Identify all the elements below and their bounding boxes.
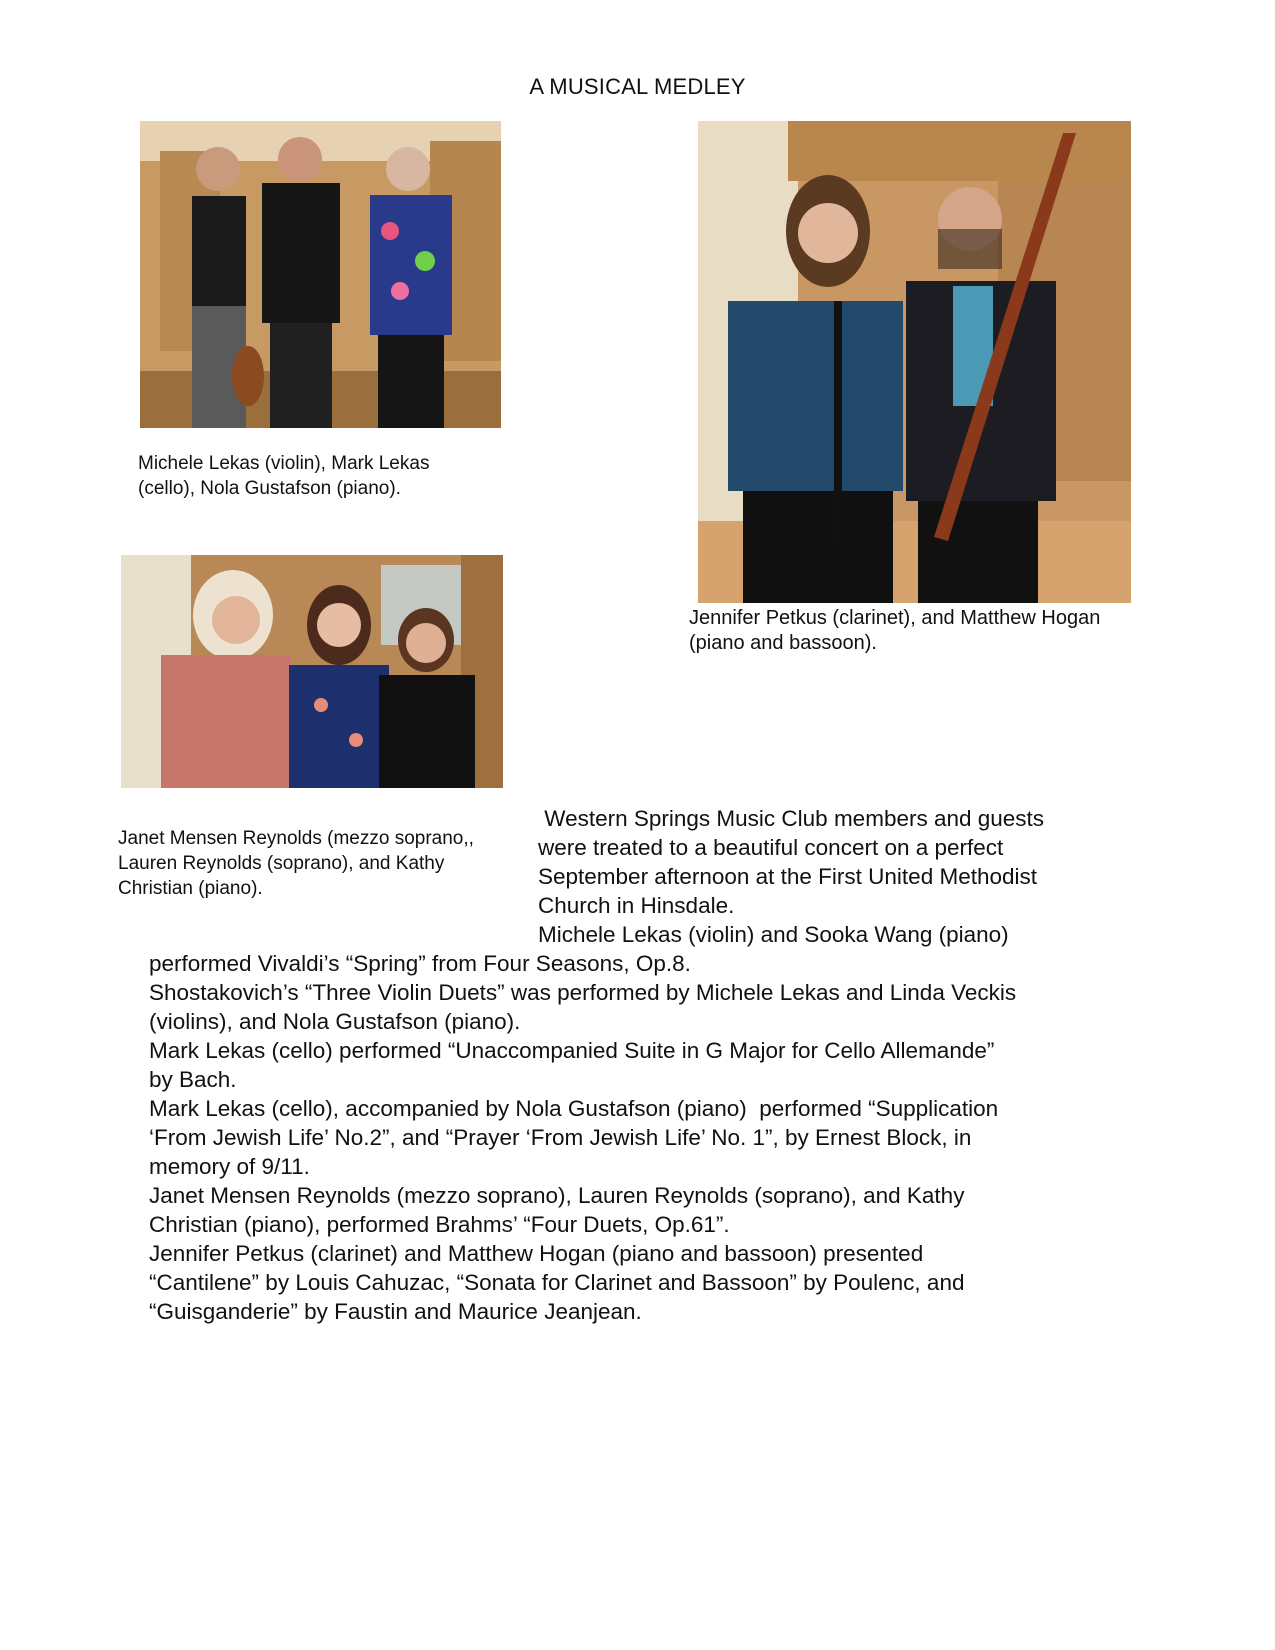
article-line: were treated to a beautiful concert on a perfect	[538, 835, 1004, 860]
article-line: September afternoon at the First United Methodist	[538, 864, 1038, 889]
article-line: performed Vivaldi’s “Spring” from Four Seasons, Op.8.	[149, 951, 691, 976]
article-intro	[538, 804, 1158, 949]
article-line: Christian (piano), performed Brahms’ “Four Duets, Op.61”.	[149, 1212, 730, 1237]
article-line: “Cantilene” by Louis Cahuzac, “Sonata for Clarinet and Bassoon” by Poulenc, and	[149, 1270, 965, 1295]
caption-wind-duo: Jennifer Petkus (clarinet), and Matthew Hogan (piano and bassoon).	[689, 607, 1101, 654]
article-line: Church in Hinsdale.	[538, 893, 735, 918]
article-line: Mark Lekas (cello) performed “Unaccompanied Suite in G Major for Cello Allemande”	[149, 1038, 995, 1063]
article-line: Shostakovich’s “Three Violin Duets” was performed by Michele Lekas and Linda Veckis	[149, 980, 1017, 1005]
photo-string-trio	[140, 121, 501, 428]
article-body	[149, 949, 1149, 1326]
page-title: A MUSICAL MEDLEY	[529, 74, 746, 99]
article-line: (violins), and Nola Gustafson (piano).	[149, 1009, 521, 1034]
article-line: by Bach.	[149, 1067, 237, 1092]
photo-vocal-trio	[121, 555, 503, 788]
article-line: memory of 9/11.	[149, 1154, 310, 1179]
article-line: Western Springs Music Club members and guests	[538, 806, 1045, 831]
article-line: Mark Lekas (cello), accompanied by Nola Gustafson (piano) performed “Supplication	[149, 1096, 999, 1121]
article-line: Jennifer Petkus (clarinet) and Matthew Hogan (piano and bassoon) presented	[149, 1241, 924, 1266]
article-line: ‘From Jewish Life’ No.2”, and “Prayer ‘From Jewish Life’ No. 1”, by Ernest Block, in	[149, 1125, 972, 1150]
article-line: Janet Mensen Reynolds (mezzo soprano), Lauren Reynolds (soprano), and Kathy	[149, 1183, 965, 1208]
article-line: “Guisganderie” by Faustin and Maurice Jeanjean.	[149, 1299, 642, 1324]
photo-wind-duo	[698, 121, 1131, 603]
caption-string-trio: Michele Lekas (violin), Mark Lekas (cello), Nola Gustafson (piano).	[138, 453, 430, 499]
caption-vocal-trio: Janet Mensen Reynolds (mezzo soprano,, Lauren Reynolds (soprano), and Kathy Christian (piano).	[118, 828, 474, 899]
article-line: Michele Lekas (violin) and Sooka Wang (piano)	[538, 922, 1009, 947]
